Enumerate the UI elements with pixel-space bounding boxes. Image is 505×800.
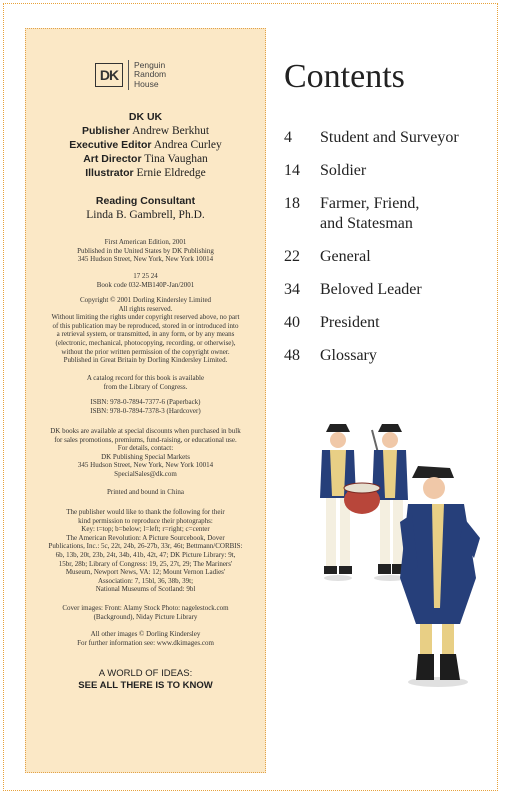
edition-info: First American Edition, 2001 Published in the United States by DK Publishing 345 Hudson Street, New York, New York 10014 bbox=[77, 238, 214, 264]
toc-page-number: 22 bbox=[284, 248, 300, 265]
toc-page-number: 18 bbox=[284, 195, 300, 212]
other-images-credit: All other images © Dorling Kindersley For further information see: www.dkimages.com bbox=[77, 630, 214, 647]
toc-entry[interactable] bbox=[284, 161, 500, 181]
company-name: DK UK bbox=[128, 111, 163, 123]
dk-slogan bbox=[25, 668, 266, 692]
credit-line: Publisher Andrew Berkhut bbox=[81, 125, 210, 137]
toc-page-number: 4 bbox=[284, 129, 292, 146]
slogan-line-1: A WORLD OF IDEAS: bbox=[98, 668, 193, 679]
book-codes: 17 25 24 Book code 032-MB140P-Jan/2001 bbox=[96, 272, 195, 289]
staff-credits bbox=[25, 110, 266, 222]
soldier-figure-officer bbox=[400, 466, 480, 687]
toc-title: President bbox=[320, 314, 380, 331]
toc-entry[interactable] bbox=[284, 247, 500, 267]
toc-page-number: 40 bbox=[284, 314, 300, 331]
toc-title: Beloved Leader bbox=[320, 281, 422, 298]
continental-soldiers-illustration bbox=[300, 418, 490, 690]
publisher-logo bbox=[95, 60, 166, 90]
consultant-role: Reading Consultant bbox=[95, 195, 196, 207]
slogan-line-2: SEE ALL THERE IS TO KNOW bbox=[78, 680, 213, 691]
isbn-list: ISBN: 978-0-7894-7377-6 (Paperback) ISBN: 978-0-7894-7378-3 (Hardcover) bbox=[90, 398, 201, 415]
toc-page-number: 48 bbox=[284, 347, 300, 364]
photo-acknowledgements: The publisher would like to thank the following for their kind permission to reproduce their photographs: Key: t=top; b=below; l=left; r=right; c=center The American Revolution: A Picture Sourcebook, Dover Publications, Inc.: 5c, 22t, 24b, 26-27b, 33r, 46t; Bettmann/CORBIS: 6b, 13b, 20t, 23b, 24t, 34b, 41b, 42t, 47; DK Picture Library: 9t, 15br, 28b; Library of Congress: 19, 25, 27t, 29; The Mariners' Museum, Newport News, VA: 12; Mount Vernon Ladies' Association: 7, 15bl, 36, 38b, 39t; National Museums of Scotland: 9bl bbox=[48, 508, 243, 594]
printed-notice: Printed and bound in China bbox=[107, 488, 184, 496]
table-of-contents bbox=[284, 128, 500, 366]
toc-title: Glossary bbox=[320, 347, 377, 364]
toc-title: Soldier bbox=[320, 162, 367, 179]
toc-title: General bbox=[320, 248, 371, 265]
toc-entry[interactable] bbox=[284, 313, 500, 333]
contents-heading: Contents bbox=[284, 58, 405, 95]
logo-separator bbox=[128, 60, 129, 90]
toc-entry[interactable] bbox=[284, 128, 500, 148]
toc-title: Student and Surveyor bbox=[320, 129, 459, 146]
dk-logo-mark: DK bbox=[95, 63, 123, 87]
soldier-figure-drummer bbox=[344, 424, 408, 581]
logo-publisher-name: Penguin Random House bbox=[134, 59, 167, 89]
credit-line: Art Director Tina Vaughan bbox=[83, 153, 208, 165]
credit-line: Executive Editor Andrea Curley bbox=[69, 139, 222, 151]
cover-credits: Cover images: Front: Alamy Stock Photo: nagelestock.com (Background), Niday Picture Library bbox=[62, 604, 229, 621]
toc-page-number: 14 bbox=[284, 162, 300, 179]
consultant-name: Linda B. Gambrell, Ph.D. bbox=[86, 209, 205, 221]
toc-entry[interactable] bbox=[284, 346, 500, 366]
toc-page-number: 34 bbox=[284, 281, 300, 298]
toc-entry[interactable] bbox=[284, 194, 500, 234]
toc-title: Farmer, Friend, and Statesman bbox=[320, 195, 420, 232]
catalog-record: A catalog record for this book is available from the Library of Congress. bbox=[86, 374, 205, 391]
special-sales: DK books are available at special discounts when purchased in bulk for sales promotions, premiums, fund-raising, or educational use. For details, contact: DK Publishing Special Markets 345 Hudson Street, New York, New York 10014 SpecialSales@dk.com bbox=[50, 427, 241, 478]
copyright-notice: Copyright © 2001 Dorling Kindersley Limited All rights reserved. Without limiting the rights under copyright reserved above, no part of this publication may be reproduced, stored in or introduced into a retrieval system, or transmitted, in any form, or by any means (electronic, mechanical, photocopying, recording, or otherwise), without the prior written permission of the copyright owner. Published in Great Britain by Dorling Kindersley Limited. bbox=[51, 296, 240, 365]
credit-line: Illustrator Ernie Eldredge bbox=[85, 167, 206, 179]
toc-entry[interactable] bbox=[284, 280, 500, 300]
